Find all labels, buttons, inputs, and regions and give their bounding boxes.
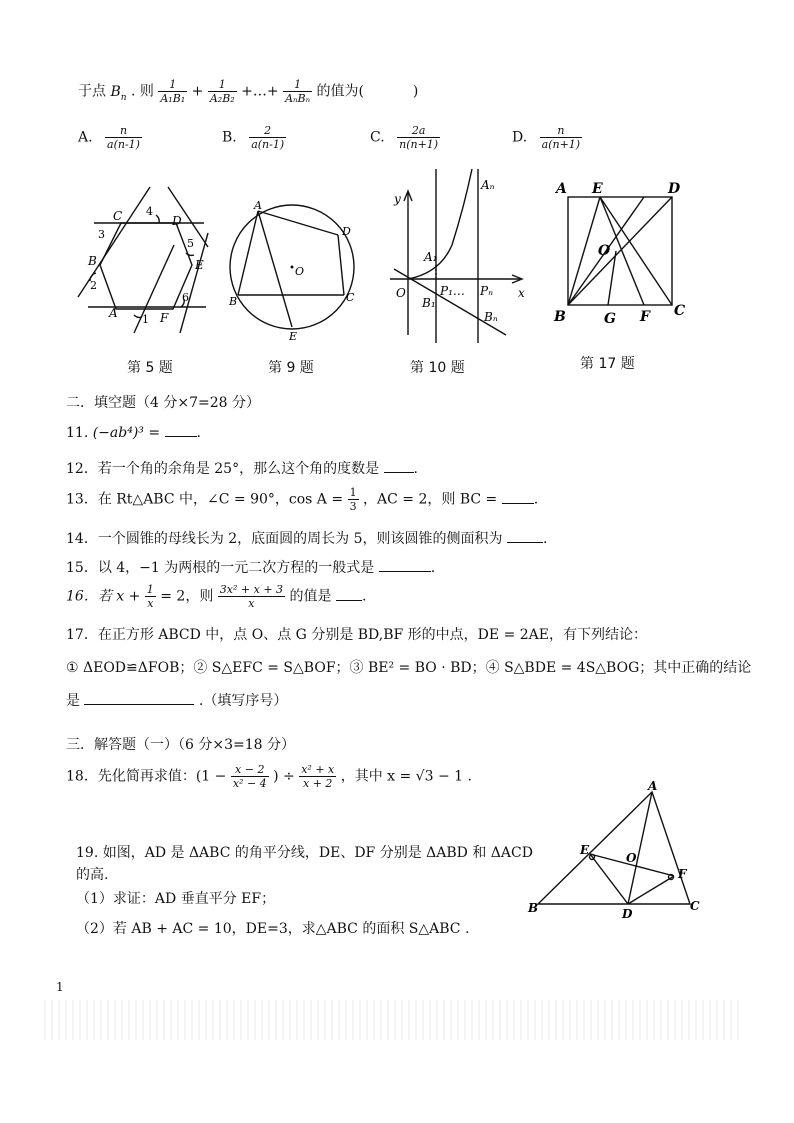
- label-pn: Pₙ: [480, 284, 493, 298]
- section-3-title: 三．解答题（一）（6 分×3=18 分）: [66, 737, 295, 753]
- label-d: D: [622, 907, 633, 920]
- q13-post: ，AC = 2，则 BC =: [363, 491, 498, 508]
- label-e: E: [289, 330, 298, 343]
- center-dot: [291, 266, 294, 269]
- height-de: [590, 854, 628, 904]
- label-b1: B₁: [422, 296, 436, 310]
- q19-line3: （1）求证：AD 垂直平分 EF；: [76, 891, 276, 907]
- label-c: C: [113, 209, 123, 223]
- q15-text: 15．以 4，−1 为两根的一元二次方程的一般式是: [66, 560, 375, 576]
- label-a: A: [648, 780, 658, 793]
- label-c: C: [690, 899, 700, 913]
- q17-line3-pre: 是: [66, 693, 80, 709]
- q18-frac-2: $\frac{\text{x² + x}}{x + 2}$: [301, 763, 335, 790]
- q11-blank[interactable]: [165, 436, 197, 437]
- label-b: B: [528, 901, 539, 915]
- text-then: . 则: [131, 83, 154, 100]
- q17-line2: ① ΔEOD≌ΔFOB；② S△EFC = S△BOF；③ BE² = BO · BD；④ S△BDE = 4S△BOG；其中正确的结论: [66, 660, 752, 676]
- q15: 15．以 4，−1 为两根的一元二次方程的一般式是 .: [66, 560, 436, 576]
- q16-frac-1: $\frac{1}{x}$: [146, 583, 154, 610]
- q14-text: 14．一个圆锥的母线长为 2，底面圆的周长为 5，则该圆锥的侧面积为: [66, 531, 503, 547]
- frac-2: $\frac{1}{\text{A₂B₂}}$: [209, 78, 235, 105]
- q19-line4: （2）若 AB + AC = 10，DE=3，求△ABC 的面积 S△ABC .: [76, 921, 470, 937]
- label-f: F: [160, 311, 169, 325]
- label-e: E: [580, 843, 590, 857]
- option-c-label: C.: [370, 129, 385, 146]
- caption-fig5: 第 5 题: [127, 360, 173, 376]
- height-df: [628, 876, 674, 904]
- section-2-title: 二．填空题（4 分×7=28 分）: [66, 395, 260, 411]
- text-close: ): [412, 83, 419, 100]
- q11-expr: (−ab⁴)³ =: [92, 425, 161, 441]
- option-d-frac: $\frac{n}{a(n+1)}$: [541, 124, 581, 151]
- label-angle-5: 5: [187, 237, 194, 250]
- label-p1: P₁…: [440, 284, 465, 298]
- option-a-label: A.: [78, 129, 93, 146]
- line-bc: [78, 187, 150, 297]
- triangle-abc: [538, 792, 690, 904]
- q13-blank[interactable]: [502, 503, 534, 504]
- label-angle-4: 4: [146, 205, 153, 218]
- label-b: B: [88, 254, 97, 268]
- label-o: O: [598, 243, 611, 259]
- text-prefix: 于点: [78, 83, 106, 100]
- hexagon: [100, 223, 192, 309]
- q19-line2: 的高.: [76, 867, 109, 883]
- option-c: [370, 124, 440, 151]
- q16-pre: 16．若 x +: [66, 588, 141, 605]
- point-bn: $B_n$: [110, 83, 127, 103]
- figure-10: [384, 165, 534, 345]
- figure-17: [552, 175, 702, 330]
- label-d: D: [668, 181, 681, 197]
- caption-fig10: 第 10 题: [410, 360, 465, 376]
- figure-5: [76, 185, 216, 335]
- label-b: B: [554, 309, 566, 325]
- q13-frac: $\frac{1}{3}$: [349, 486, 357, 513]
- q16: 16．若 x + $\frac{1}{x}$ = 2，则 $\frac{\text{3x² + x + 3}}{x}$ 的值是 .: [66, 583, 367, 610]
- label-g: G: [604, 311, 616, 327]
- option-a: [78, 124, 142, 151]
- angle-arc-5: [186, 253, 194, 255]
- q12-text: 12．若一个角的余角是 25°，那么这个角的度数是: [66, 461, 380, 477]
- label-o: O: [396, 286, 406, 300]
- question-continuation: 于点 $B_n$ . 则 $\frac{1}{\text{A₁B₁}}$ + $\frac{1}{\text{A₂B₂}}$ +…+ $\frac{1}{\text{AₙBₙ}}$ 的值为( ): [78, 78, 419, 105]
- caption-fig9: 第 9 题: [268, 360, 314, 376]
- option-b-frac: $\frac{2}{a(n-1)}$: [251, 124, 285, 151]
- figure-19: [524, 780, 714, 920]
- label-an: Aₙ: [481, 178, 495, 192]
- label-angle-3: 3: [98, 228, 105, 241]
- q18-pre: 18．先化简再求值：(1 −: [66, 768, 227, 785]
- label-c: C: [674, 303, 686, 319]
- q12: 12．若一个角的余角是 25°，那么这个角的度数是 .: [66, 461, 418, 477]
- option-d-label: D.: [512, 129, 528, 146]
- q13-pre: 13．在 Rt△ABC 中，∠C = 90°，cos A =: [66, 491, 344, 508]
- q17-line3: [66, 690, 287, 710]
- text-suffix: 的值为(: [316, 83, 364, 100]
- label-d: D: [172, 214, 182, 228]
- option-d: [512, 124, 582, 151]
- frac-n: $\frac{1}{\text{AₙBₙ}}$: [285, 78, 311, 105]
- curve: [408, 169, 472, 279]
- angle-arc-1: [134, 315, 142, 317]
- label-b: B: [229, 295, 238, 308]
- label-o: O: [626, 851, 637, 865]
- q14: 14．一个圆锥的母线长为 2，底面圆的周长为 5，则该圆锥的侧面积为 .: [66, 531, 548, 547]
- frac-1: $\frac{1}{\text{A₁B₁}}$: [160, 78, 186, 105]
- option-a-frac: $\frac{n}{a(n-1)}$: [107, 124, 140, 151]
- q17-line1: 17．在正方形 ABCD 中，点 O、点 G 分别是 BD,BF 形的中点，DE = 2AE，有下列结论：: [66, 627, 647, 643]
- q16-mid: = 2，则: [160, 588, 214, 605]
- q18-post: ，其中 x = √3 − 1 .: [340, 768, 472, 785]
- label-e: E: [195, 258, 204, 272]
- option-b: [222, 124, 286, 151]
- line-dc: [338, 235, 344, 295]
- label-angle-2: 2: [90, 279, 97, 292]
- q19-line1: 19. 如图，AD 是 ΔABC 的角平分线，DE、DF 分别是 ΔABD 和 ΔACD: [76, 845, 533, 861]
- label-a: A: [109, 306, 118, 320]
- q16-post: 的值是: [289, 588, 332, 605]
- angle-arc-4: [156, 215, 159, 223]
- q17-line3-post: .（填写序号）: [198, 693, 288, 709]
- label-d: D: [342, 225, 351, 238]
- label-c: C: [346, 291, 355, 304]
- label-a1: A₁: [424, 250, 438, 264]
- q18-mid: ) ÷: [273, 768, 295, 785]
- q13: 13．在 Rt△ABC 中，∠C = 90°，cos A = $\frac{1}{3}$ ，AC = 2，则 BC = .: [66, 486, 539, 513]
- label-bn: Bₙ: [484, 310, 498, 324]
- q12-blank[interactable]: [384, 472, 414, 473]
- figure-9: [226, 195, 366, 345]
- label-x: x: [518, 286, 525, 300]
- label-angle-6: 6: [182, 291, 189, 304]
- label-o: O: [295, 265, 305, 278]
- option-b-label: B.: [222, 129, 237, 146]
- page-number: 1: [56, 980, 64, 994]
- q14-blank[interactable]: [507, 542, 543, 543]
- bisector-ad: [628, 792, 652, 904]
- q16-blank[interactable]: [336, 600, 362, 601]
- caption-fig17: 第 17 题: [580, 356, 635, 372]
- q17-blank[interactable]: [84, 704, 194, 705]
- q18-frac-1: $\frac{x - 2}{\text{x² − 4}}$: [232, 763, 267, 790]
- option-c-frac: $\frac{2a}{n(n+1)}$: [399, 124, 439, 151]
- label-f: F: [640, 309, 650, 325]
- q15-blank[interactable]: [379, 571, 431, 572]
- q18: [66, 763, 472, 790]
- text-dots: +…+: [241, 83, 279, 100]
- q11: 11. (−ab⁴)³ = .: [66, 425, 201, 441]
- scan-noise: [44, 1000, 744, 1040]
- label-f: F: [678, 867, 687, 881]
- q16-frac-2: $\frac{\text{3x² + x + 3}}{x}$: [219, 583, 284, 610]
- label-angle-1: 1: [142, 313, 149, 326]
- q11-number: 11.: [66, 425, 89, 441]
- label-a: A: [254, 199, 262, 212]
- line-ae: [258, 211, 292, 327]
- label-a: A: [556, 181, 567, 197]
- label-e: E: [592, 181, 603, 197]
- label-y: y: [394, 192, 401, 206]
